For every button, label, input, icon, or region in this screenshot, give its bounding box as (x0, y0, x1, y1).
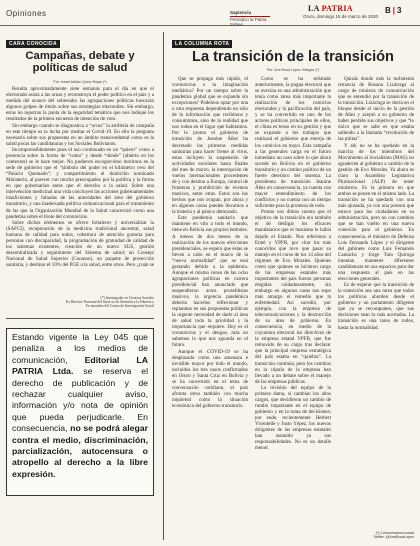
page-number: B | 3 (385, 6, 402, 15)
paragraph: Este pandemia sanitario que mantiene en vilo a todo el mundo, tiene en Bolivia sus propios bemoles. A menos de dos meses de la realización de los nuevos elecciones presidenciales, se espera que éstas se lleven a cabo en el marco de la “nueva normalidad” que se está gestando debido a la epidemia. Aunque el mismo censo de las ocho agrupaciones políticas en carrera presidencial han anunciado que suspendieron actos proselitistas masivos, la urgencia pandémica debería hacerles reflexionar y replantear en sus propuestas políticas la urgente necesidad de darle al área de salud toda la prioridad y la importancia que requiere. Hoy es el coronavirus y el dengue, más no sabemos lo que nos aguarda en el futuro. (172, 215, 248, 349)
section-label: Opiniones (6, 9, 47, 18)
sig-line: (*) Comunicadora social (375, 530, 414, 535)
paragraph: Es de esperar que la transición de la transición sea una tarea que todos los políticos aborden desde el gobierno y un parlamento diligente que ya se recomponen, que sus decisiones sean lo más acertadas. La transición es una tarea de todos, hasta la normalidad. (338, 282, 414, 331)
paragraph: La revisión del equipo de la primera dama, si cambian los altos cargos, que decidieron un cambio de rumbo importante en el equipo de gobierno y en la toma de decisiones; por ende, recientemente Herbert Vicentelle y Justo Yépez, los nuevos dirigentes de las empresas estatales han asumido ya sus responsabilidades. No es un detalle menor. (255, 384, 331, 452)
notice-publisher: Editorial LA PATRIA Ltda. (12, 354, 148, 377)
right-byline: Por: Ana Rosa López Villegas (*) (266, 68, 320, 72)
right-column-2 (255, 76, 331, 538)
right-column-3 (338, 76, 414, 526)
sig-line: Ex Director Nacional del Servicio de Atención a la Pobreza y (65, 300, 154, 305)
right-column-1 (172, 76, 248, 538)
divider (6, 318, 154, 319)
left-headline: Campañas, debate y políticas de salud (25, 50, 135, 74)
logo-sub: Periodico la Patria Sabes (230, 17, 267, 27)
legal-notice-text (12, 332, 148, 480)
paragraph: Quizás donde más la turbulenta renuncia de Rosana Lizárraga al cargo de ministra de comunicación que se entendió por la transición de la transición. Lizárraga se decía en el bloque desde el inicio de la gestión de Añez y aceptó a su gobierno de haber perdido sus objetivos y que “lo único que se sabe es que estaba saliendo a la llamada “revolución de las pititas”. (338, 76, 414, 143)
left-article-body (6, 86, 154, 268)
notice-part: Estando vigente la Ley 045 que penaliza a los medios de comunicación, (12, 332, 148, 365)
newspaper-name (308, 4, 353, 13)
sig-line: Twitter: @AnaRosaLopez (373, 534, 414, 539)
left-byline: Por: Israel Adrián Quino Rojas (*) (53, 80, 107, 84)
notice-part: se reserva el derecho de publicación y de rechazar cualquier aviso, información y/o nota de opinión que pueda perjudicarle. En consecuencia, (12, 366, 149, 434)
paragraph: Resulta aproximadamente siete semanas para el día en que el electorado asista a las urnas y reconstruya el poder político en el país y a medida del avance del sobresalto las agrupaciones políticas buscarán algunos golpes de timón sobre sus estrategias electorales. Sin embargo, estas no reportan la pauta de la seguridad temática que nos indique los resultados de la primera encuesta de intención de voto. (6, 86, 154, 123)
paragraph: Y ahí no se ha quedado en la marcha de los miembros del Movimiento al Socialismo (MAS) no agradecen al gobierno a cambio de la gestión de Evo Morales. Ya ahora es claro la Asamblea Legislativa Plurinacional (ALP) de tener ministros. Es la primera en que ambos se ponen en el mismo lado. La transición se ha quedado con una más ajustada, ya con una postura que estuvo para los ciudadanos en su administración, pero no con cambios que se han vuelto en una nueva conexión para el gobierno. En consecuencia, el ministro de Defensa Luis Fernando López y el dirigente del gabinete como Luis Fernando Camacho y Jorge Tuto Quiroga intentan mantener diferentes candidaturas en sus espacios para dar una respuesta al país en las elecciones generales. (338, 142, 414, 282)
paragraph: Como se ha señalado anteriormente, la pugna electoral que se avecina es una administración que tenía como tarea más importante la realización de los comicios electorales y la pacificación del país, y se ha convertido en uno de los actores políticos principales de ellos, el clima es tenso en su gestión y que se expande a los trabajos que realizará el gobierno que emerja de los comicios en mayo. Esta campaña a las generales carga en el futuro inmediato un caso sobre lo que ahora sucede en Bolivia en el gobierno transitorio y un camino político de un fuerte deterioro del sistema. La presidenta de transición Jeanine Áñez en consecuencia, ya cuenta con mayor entendimiento de los conflictos y no cuenta con un tiempo suficiente para la promesa de todo. (255, 76, 331, 209)
left-kicker: CARA CONOCIDA (6, 40, 60, 48)
right-signature (373, 531, 414, 539)
column-divider (163, 32, 164, 540)
legal-notice-box (6, 328, 154, 496)
page-header (0, 0, 420, 26)
page-letter: B (385, 6, 391, 15)
page-digit: 3 (397, 6, 402, 15)
paper-name-b: PATRIA (321, 4, 353, 13)
paragraph: Incomprensiblemente pues el uso continuado en un “quiero” como a presencia sobre la forma de “como” y desde “dónde” (abierto en los contextos) se le hace mejor. No pudieron escogercómo morimos en la sede de gobierno que el “símbolo del poder en el kilómetro cero del “Palacio Quemado”; y compartimiento el domicilio nominado Ministerio, al parecer con mucho preocupados por la política y la forma en que gobernarían antes que el derecho a la salud. Sobre una intervención medicinal una vida concluyen las acciones gubernamentales insuficientes y faltadas de las autoridades del área del gobierno transitorio, y una inadecuada política comunicacional para el tratamiento de las que la Organización Mundial de la Salud caracterizó como una pandemia sobre el brote del coronavirus. (6, 147, 154, 220)
paragraph: Pronto nos dimos cuenta que el objetivo de la transición era también el de desligar los eficaces mandatarios que el masismo le había dejado el Estado. Nos referimos a Entel y YPFB, por citar los más conocidos que tuvo que pasar su manejo en el curso de los 14 años del régimen de Evo Morales. Quienes creen que quienes se hicieron cargo de las empresas estatales más importantes del país fueron personas elegidas cuidadosamente, sin embargo en algunos casos nos supo más amargo el remedio que la enfermedad. Así sucedió, por ejemplo, con la empresa de telecomunicaciones y la destrucción de su área de gobierno. En consecuencia, en medio de la coyuntura electoral los directivos de la empresa estatal YPFB, que fue removido de su cargo tras declarar que la principal empresa estratégica del país estaba en “quiebra”. La transición continúa, pero los cambios en la cúpula de la empresa han llevado a un debate sobre el manejo de las empresas públicas. (255, 209, 331, 385)
left-signature (6, 296, 154, 309)
logo-top: Sapiencia (230, 10, 270, 17)
paper-name-a: LA (308, 4, 322, 13)
right-headline: La transición de la transición (192, 49, 394, 65)
sig-line: Ex miembro del Centro de Investigación Social (85, 304, 154, 309)
dateline: Oruro, domingo 15 de marzo de 2020 (303, 14, 379, 19)
paragraph: Sin embargo cuando se diagnostica a “orcus” la artillería de campaña en este tiempo es la lucha por mediar el Covid-19. En ello la pregunta necesaria sobre sus propuestas en un ámbito transcendental como es la salud pocas las candidaturas y los Sociales Bolivianos. (6, 122, 154, 147)
sapiencia-logo (230, 10, 270, 27)
paragraph: Que se propaga más rápido, el coronavirus o la imaginación mediática? Por un tiempo sobre la pandemia global que se expande sin excepciones? Podemos optar por una u otra respuesta dependiendo no sólo de la información que recibimos y consumimos, sino de la realidad que nos rodea en el lugar que habitamos. Por lo pronto el gobierno de transición de Jeanine Áñez ha decretado las primeras medidas sanitarias para hacer frente al virus, estas incluyen la suspensión de actividades escolares hasta finales del mes de marzo, la interrupción de vuelos internacionales procedentes de y con destino a Europa, control de fronteras y prohibición de eventos masivos, entre otras. Estos son los hechos que nos ocupan, por ahora y en algunos casos pueden llevarnos a la histeria y al pánico demorado. (172, 76, 248, 216)
paragraph: Aunque el COVID-19 se ha desplazado como una amenaza e invisible mayor por todo el mundo, incluidos los tres casos confirmados en Oruro y Santa Cruz en Bolivia y se ha convertido en el tema de conversación cotidiano, el país afronta otros también con mucha inquietud como la situación económica del gobierno transitorio. (172, 348, 248, 410)
paragraph: Sobre dichos elementos se ofrece fortalecer y universalizar la (SAFCI), recuperación de la medicina tradicional ancestral, salud humana de calidad para todos, cobertura de atención gratuita para personas con discapacidad, la programación de gratuidad de calidad de los sistemas existentes, creación de un nuevo SUS, gestión descentralizada y seguimiento del Sistema de salud; un Consejo Nacional de Salud Superior (Conasso), un paquete de protección sanitaria, y destinar el 10% del PGE a la salud, entre otros. Pero ¿cuán se (6, 219, 154, 268)
right-kicker: LA COLUMNA ROTA (172, 40, 232, 48)
notice-bold: no se podrá alegar contra el medio, discriminación, parcialización, autocensura o atropello al derecho a la libre expresión. (12, 423, 148, 479)
sig-line: (*) Investigador en Ciencias Sociales (100, 296, 154, 300)
